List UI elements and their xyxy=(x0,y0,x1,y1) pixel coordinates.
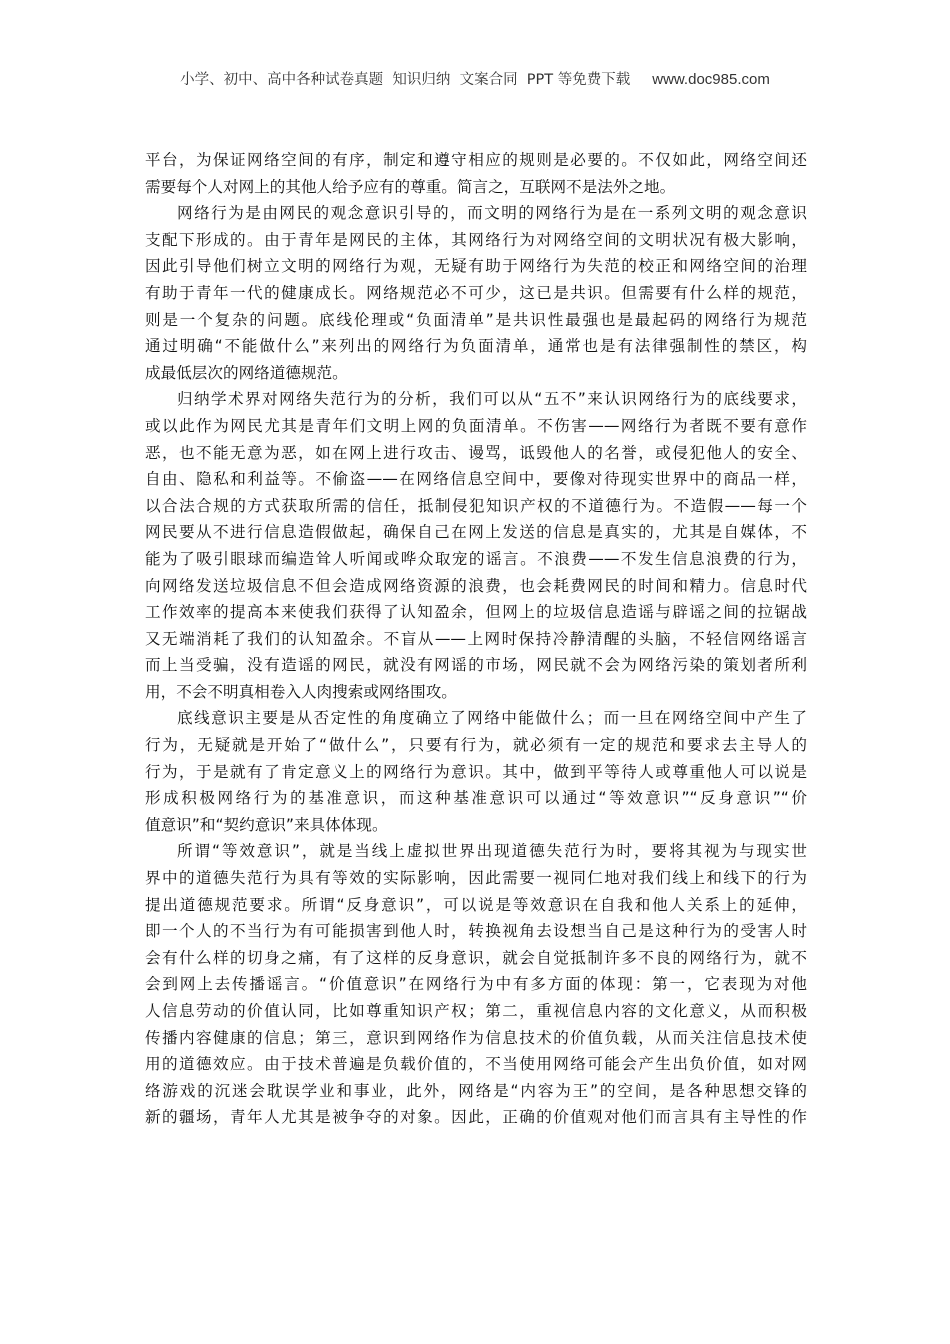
text-line: 恶，也不能无意为恶，如在网上进行攻击、谩骂，诋毁他人的名誉，或侵犯他人的安全、 xyxy=(145,443,807,462)
text-line: 提出道德规范要求。所谓“反身意识”，可以说是等效意识在自我和他人关系上的延伸， xyxy=(145,895,807,914)
text-line: 成最低层次的网络道德规范。 xyxy=(145,363,348,382)
paragraph xyxy=(145,838,807,1131)
text-line: 通过明确“不能做什么”来列出的网络行为负面清单，通常也是有法律强制性的禁区，构 xyxy=(145,337,807,356)
text-line: 支配下形成的。由于青年是网民的主体，其网络行为对网络空间的文明状况有极大影响， xyxy=(145,230,807,249)
paragraph xyxy=(145,705,807,838)
text-line: 工作效率的提高本来使我们获得了认知盈余，但网上的垃圾信息造谣与辟谣之间的拉锯战 xyxy=(145,603,807,622)
text-line: 用的道德效应。由于技术普遍是负载价值的，不当使用网络可能会产生出负价值，如对网 xyxy=(145,1055,807,1074)
text-line: 或以此作为网民尤其是青年们文明上网的负面清单。不伤害——网络行为者既不要有意作 xyxy=(145,416,807,435)
text-line: 界中的道德失范行为具有等效的实际影响，因此需要一视同仁地对我们线上和线下的行为 xyxy=(145,869,807,888)
text-line: 归纳学术界对网络失范行为的分析，我们可以从“五不”来认识网络行为的底线要求， xyxy=(177,390,807,409)
document-body xyxy=(145,147,807,1131)
text-line: 行为，无疑就是开始了“做什么”，只要有行为，就必须有一定的规范和要求去主导人的 xyxy=(145,736,807,755)
text-line: 会有什么样的切身之痛，有了这样的反身意识，就会自觉抵制许多不良的网络行为，就不 xyxy=(145,948,807,967)
text-line: 有助于青年一代的健康成长。网络规范必不可少，这已是共识。但需要有什么样的规范， xyxy=(145,283,807,302)
page-header xyxy=(0,68,950,89)
text-line: 又无端消耗了我们的认知盈余。不盲从——上网时保持冷静清醒的头脑，不轻信网络谣言 xyxy=(145,629,807,648)
text-line: 行为，于是就有了肯定意义上的网络行为意识。其中，做到平等待人或尊重他人可以说是 xyxy=(145,762,807,781)
text-line: 所谓“等效意识”，就是当线上虚拟世界出现道德失范行为时，要将其视为与现实世 xyxy=(177,842,807,861)
text-line: 向网络发送垃圾信息不但会造成网络资源的浪费，也会耗费网民的时间和精力。信息时代 xyxy=(145,576,807,595)
text-line: 平台，为保证网络空间的有序，制定和遵守相应的规则是必要的。不仅如此，网络空间还 xyxy=(145,151,807,169)
text-line: 络游戏的沉迷会耽误学业和事业，此外，网络是“内容为王”的空间，是各种思想交锋的 xyxy=(145,1081,807,1100)
text-line: 网民要从不进行信息造假做起，确保自己在网上发送的信息是真实的，尤其是自媒体，不 xyxy=(145,523,807,542)
header-url: www.doc985.com xyxy=(652,71,770,88)
text-line: 即一个人的不当行为有可能损害到他人时，转换视角去设想当自己是这种行为的受害人时 xyxy=(145,922,807,941)
paragraph xyxy=(145,200,807,386)
text-line: 用，不会不明真相卷入人肉搜索或网络围攻。 xyxy=(145,682,457,701)
text-line: 新的疆场，青年人尤其是被争夺的对象。因此，正确的价值观对他们而言具有主导性的作 xyxy=(145,1108,807,1127)
header-text: 小学、初中、高中各种试卷真题 知识归纳 文案合同 PPT 等免费下载 xyxy=(180,72,631,88)
text-line: 因此引导他们树立文明的网络行为观，无疑有助于网络行为失范的校正和网络空间的治理 xyxy=(145,257,807,276)
text-line: 则是一个复杂的问题。底线伦理或“负面清单”是共识性最强也是最起码的网络行为规范 xyxy=(145,310,807,329)
text-line: 值意识”和“契约意识”来具体体现。 xyxy=(145,815,388,834)
text-line: 网络行为是由网民的观念意识引导的，而文明的网络行为是在一系列文明的观念意识 xyxy=(177,204,807,223)
text-line: 而上当受骗，没有造谣的网民，就没有网谣的市场，网民就不会为网络污染的策划者所利 xyxy=(145,656,807,675)
text-line: 以合法合规的方式获取所需的信任，抵制侵犯知识产权的不道德行为。不造假——每一个 xyxy=(145,496,807,515)
text-line: 人信息劳动的价值认同，比如尊重知识产权；第二，重视信息内容的文化意义，从而积极 xyxy=(145,1002,807,1020)
text-line: 能为了吸引眼球而编造耸人听闻或哗众取宠的谣言。不浪费——不发生信息浪费的行为， xyxy=(145,549,807,568)
text-line: 会到网上去传播谣言。“价值意识”在网络行为中有多方面的体现：第一，它表现为对他 xyxy=(145,975,807,994)
text-line: 底线意识主要是从否定性的角度确立了网络中能做什么；而一旦在网络空间中产生了 xyxy=(177,709,807,728)
text-line: 形成积极网络行为的基准意识，而这种基准意识可以通过“等效意识”“反身意识”“价 xyxy=(145,789,807,808)
paragraph xyxy=(145,147,807,200)
text-line: 传播内容健康的信息；第三，意识到网络作为信息技术的价值负载，从而关注信息技术使 xyxy=(145,1028,807,1047)
text-line: 自由、隐私和利益等。不偷盗——在网络信息空间中，要像对待现实世界中的商品一样， xyxy=(145,470,807,489)
text-line: 需要每个人对网上的其他人给予应有的尊重。简言之，互联网不是法外之地。 xyxy=(145,177,676,196)
paragraph xyxy=(145,386,807,705)
